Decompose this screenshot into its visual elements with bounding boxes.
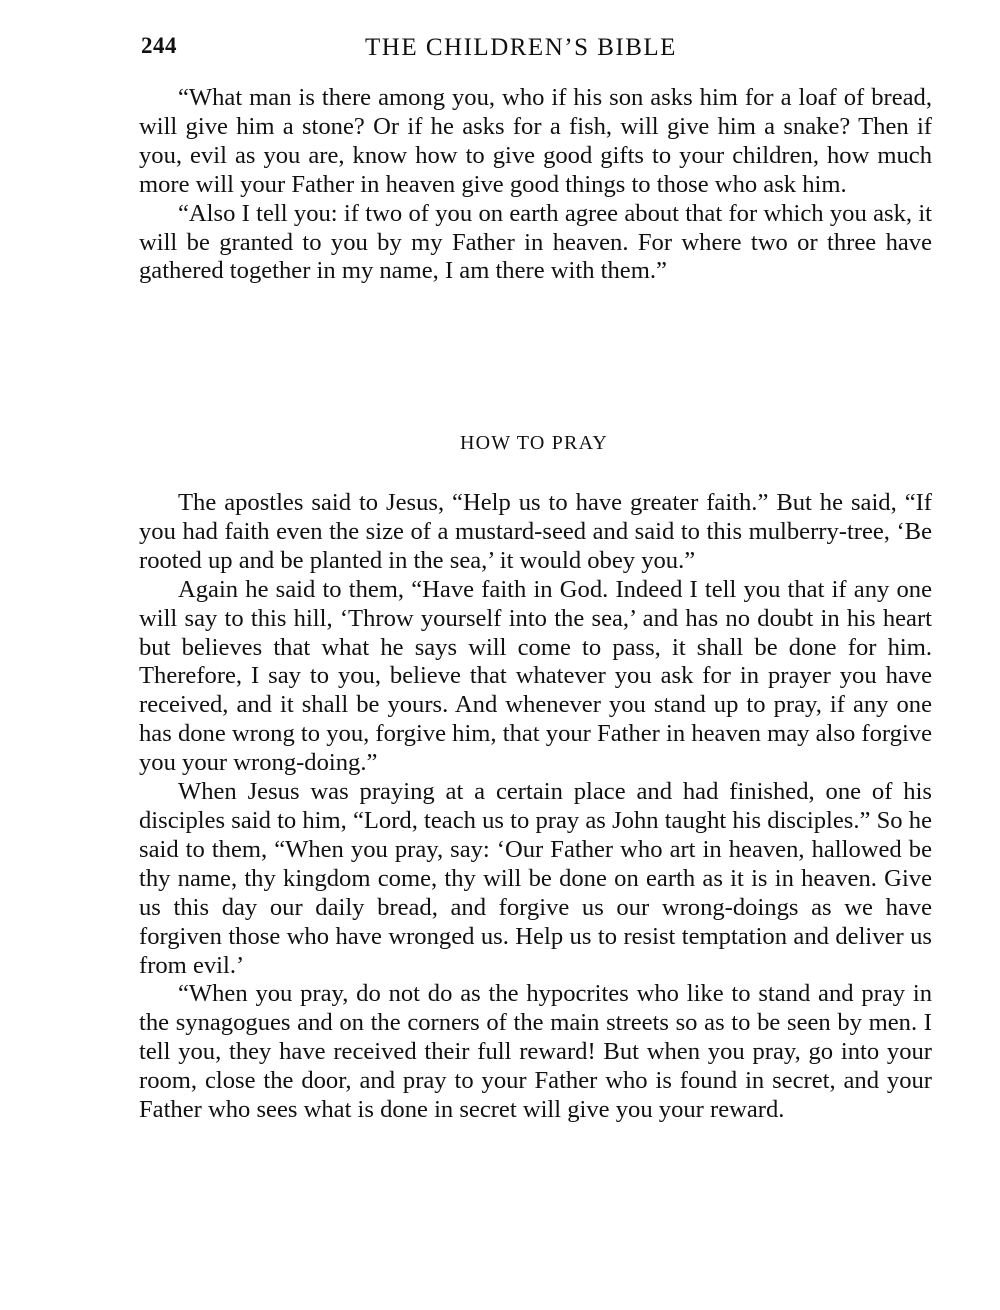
paragraph: “What man is there among you, who if his son asks him for a loaf of bread, will give him a stone? Or if he asks for a fish, will give him a snake? Then if you, evil as you are, know how to give good gifts to your children, how much more will your Father in heaven give good things to those who ask him. bbox=[139, 84, 932, 198]
paragraph: “When you pray, do not do as the hypocrites who like to stand and pray in the synagogues and on the corners of the main streets so as to be seen by men. I tell you, they have received their full reward! But when you pray, go into your room, close the door, and pray to your Father who is found in secret, and your Father who sees what is done in secret will give you your reward. bbox=[139, 980, 932, 1124]
section-body bbox=[139, 489, 932, 1125]
paragraph: Again he said to them, “Have faith in God. Indeed I tell you that if any one will say to this hill, ‘Throw yourself into the sea,’ and has no doubt in his heart but believes that what he says will come to pass, it shall be done for him. Therefore, I say to you, believe that whatever you ask for in prayer you have received, and it shall be yours. And whenever you stand up to pray, if any one has done wrong to you, forgive him, that your Father in heaven may also forgive you your wrong-doing.” bbox=[139, 575, 932, 777]
section-heading: HOW TO PRAY bbox=[459, 432, 609, 454]
running-head: THE CHILDREN’S BIBLE bbox=[365, 34, 677, 61]
paragraph: The apostles said to Jesus, “Help us to have greater faith.” But he said, “If you had faith even the size of a mustard-seed and said to this mulberry-tree, ‘Be rooted up and be planted in the sea,’ it would obey you.” bbox=[139, 489, 932, 574]
paragraph: “Also I tell you: if two of you on earth agree about that for which you ask, it will be granted to you by my Father in heaven. For where two or three have gathered together in my name, I am there with them.” bbox=[139, 199, 932, 285]
continued-text bbox=[139, 84, 932, 286]
paragraph: When Jesus was praying at a certain place and had finished, one of his disciples said to him, “Lord, teach us to pray as John taught his disciples.” So he said to them, “When you pray, say: ‘Our Father who art in heaven, hallowed be thy name, thy kingdom come, thy will be done on earth as it is in heaven. Give us this day our daily bread, and forgive us our wrong-doings as we have forgiven those who have wronged us. Help us to resist temptation and deliver us from evil.’ bbox=[139, 778, 932, 979]
page-number: 244 bbox=[141, 33, 177, 58]
